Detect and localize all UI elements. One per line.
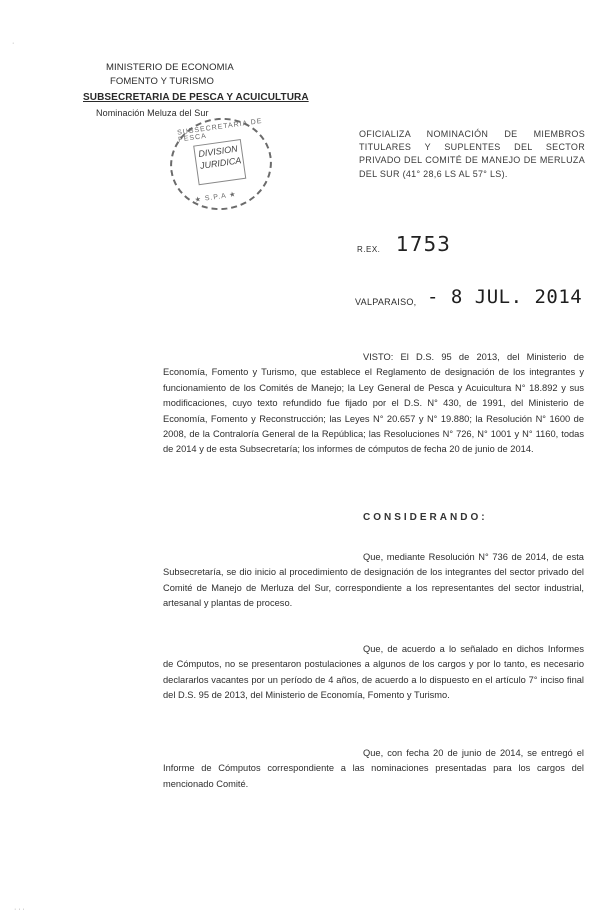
- subsecretaria-title: SUBSECRETARIA DE PESCA Y ACUICULTURA: [83, 92, 309, 103]
- scan-mark-top: ·: [12, 40, 15, 47]
- visto-paragraph: [163, 350, 584, 458]
- ministry-subtitle: FOMENTO Y TURISMO: [110, 76, 214, 87]
- considerando-paragraph-3: [163, 746, 584, 792]
- considerando-paragraph-2: [163, 642, 584, 704]
- visto-lead: VISTO: El D.S. 95 de 2013, del Ministerio: [363, 352, 567, 362]
- division-juridica-stamp: [164, 111, 278, 216]
- resolution-label: R.EX.: [357, 245, 381, 254]
- stamp-inner-box: [193, 139, 246, 185]
- stamp-inner-line1: DIVISION: [197, 143, 239, 160]
- ministry-name: MINISTERIO DE ECONOMIA: [106, 62, 234, 73]
- resolution-place: VALPARAISO,: [355, 297, 417, 307]
- resolution-subject: OFICIALIZA NOMINACIÓN DE MIEMBROS TITULARES Y SUPLENTES DEL SECTOR PRIVADO DEL COMITÉ DE MANEJO DE MERLUZA DEL SUR (41° 28,6 LS AL 57° LS).: [359, 129, 585, 179]
- paragraph-2-body: Informes de Cómputos, no se presentaron postulaciones a algunos de los cargos y por lo tanto, es necesario declararlos vacantes por un período de 4 años, de acuerdo a lo dispuesto en el artículo 7° inciso final del D.S. 95 de 2013, del Ministerio de Economía, Fomento y Turismo.: [163, 644, 584, 701]
- nomination-reference: Nominación Meluza del Sur: [96, 108, 209, 118]
- scan-mark-bottom: · · ·: [14, 906, 25, 913]
- paragraph-1-body: 2014, de esta Subsecretaría, se dio inicio al procedimiento de designación de los integrantes del sector privado del Comité de Manejo de Merluza del Sur, correspondiente a los representantes del sector industrial, artesanal y plantas de proceso.: [163, 552, 584, 609]
- paragraph-2-lead: Que, de acuerdo a lo señalado en dichos: [363, 644, 544, 654]
- visto-body: de Economía, Fomento y Turismo, que establece el Reglamento de designación de los integrantes y funcionamiento de los Comités de Manejo; la Ley General de Pesca y Acuicultura N° 18.892 y sus modificaciones, cuyo texto refundido fue fijado por el D.S. N° 430, de 1991, del Ministerio de Economía, Fomento y Reconstrucción; las Leyes N° 20.657 y N° 19.880; la Resolución N° 1600 de 2008, de la Contraloría General de la República; las Resoluciones N° 726, N° 1001 y N° 1160, todas de 2014 y de esta Subsecretaría; los informes de cómputos de fecha 20 de junio de 2014.: [163, 352, 584, 455]
- considerando-paragraph-1: [163, 550, 584, 612]
- stamp-ring-top-text: SUBSECRETARIA DE PESCA: [176, 117, 263, 144]
- paragraph-3-lead: Que, con fecha 20 de junio de 2014, se: [363, 748, 538, 758]
- stamp-inner-line2: JURIDICA: [199, 155, 242, 171]
- resolution-number: 1753: [396, 232, 451, 256]
- paragraph-1-lead: Que, mediante Resolución N° 736 de: [363, 552, 522, 562]
- paragraph-3-body: entregó el Informe de Cómputos correspondiente a las nominaciones presentadas para los cargos del mencionado Comité.: [163, 748, 584, 789]
- stamp-ring-bottom-text: ★ S.P.A ★: [194, 191, 237, 204]
- resolution-date: - 8 JUL. 2014: [427, 286, 583, 308]
- considerando-heading: CONSIDERANDO:: [363, 512, 488, 523]
